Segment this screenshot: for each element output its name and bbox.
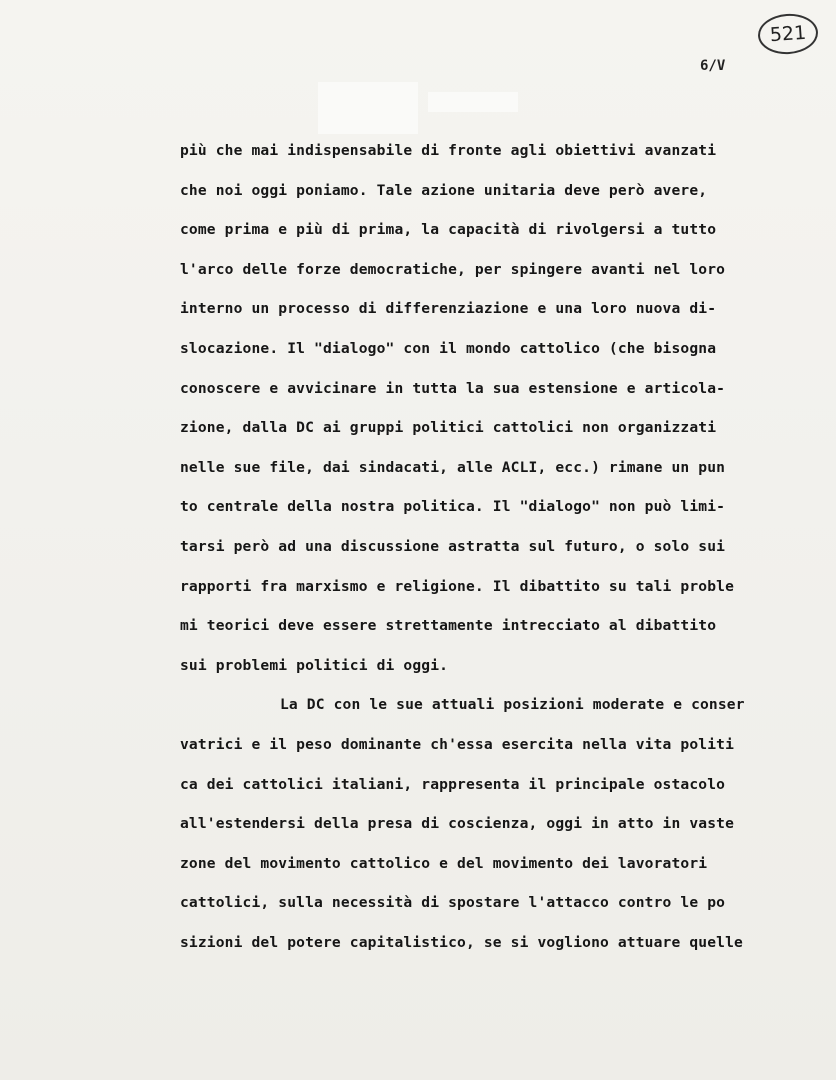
- text-line: conoscere e avvicinare in tutta la sua estensione e articola-: [180, 379, 726, 397]
- paragraph-start-line: La DC con le sue attuali posizioni moderate e conser: [280, 696, 745, 714]
- stamp-number: 521: [769, 21, 807, 47]
- archive-stamp: [757, 12, 820, 56]
- text-line: nelle sue file, dai sindacati, alle ACLI, ecc.) rimane un pun: [180, 458, 726, 476]
- text-line: sui problemi politici di oggi.: [180, 656, 449, 674]
- text-line: ca dei cattolici italiani, rappresenta il principale ostacolo: [180, 775, 726, 793]
- body-text: [180, 137, 820, 968]
- text-line: più che mai indispensabile di fronte agli obiettivi avanzati: [180, 142, 717, 159]
- text-line: cattolici, sulla necessità di spostare l'attacco contro le po: [180, 894, 726, 912]
- page-number: 6/V: [700, 58, 726, 74]
- text-line: slocazione. Il "dialogo" con il mondo cattolico (che bisogna: [180, 339, 717, 357]
- text-line: to centrale della nostra politica. Il "dialogo" non può limi-: [180, 498, 726, 516]
- text-line: mi teorici deve essere strettamente intrecciato al dibattito: [180, 617, 717, 635]
- text-line: rapporti fra marxismo e religione. Il dibattito su tali proble: [180, 577, 735, 595]
- text-line: zione, dalla DC ai gruppi politici cattolici non organizzati: [180, 419, 717, 437]
- text-line: l'arco delle forze democratiche, per spingere avanti nel loro: [180, 260, 726, 278]
- text-line: all'estendersi della presa di coscienza, oggi in atto in vaste: [180, 815, 735, 833]
- text-line: vatrici e il peso dominante ch'essa esercita nella vita politi: [180, 735, 735, 753]
- text-line: tarsi però ad una discussione astratta sul futuro, o solo sui: [180, 537, 726, 555]
- paper-mark: [318, 82, 418, 134]
- text-line: sizioni del potere capitalistico, se si vogliono attuare quelle: [180, 933, 743, 951]
- text-line: come prima e più di prima, la capacità di rivolgersi a tutto: [180, 221, 717, 239]
- text-line: zone del movimento cattolico e del movimento dei lavoratori: [180, 854, 708, 872]
- paper-mark: [428, 92, 518, 112]
- text-line: che noi oggi poniamo. Tale azione unitaria deve però avere,: [180, 181, 708, 199]
- text-line: interno un processo di differenziazione e una loro nuova di-: [180, 300, 717, 318]
